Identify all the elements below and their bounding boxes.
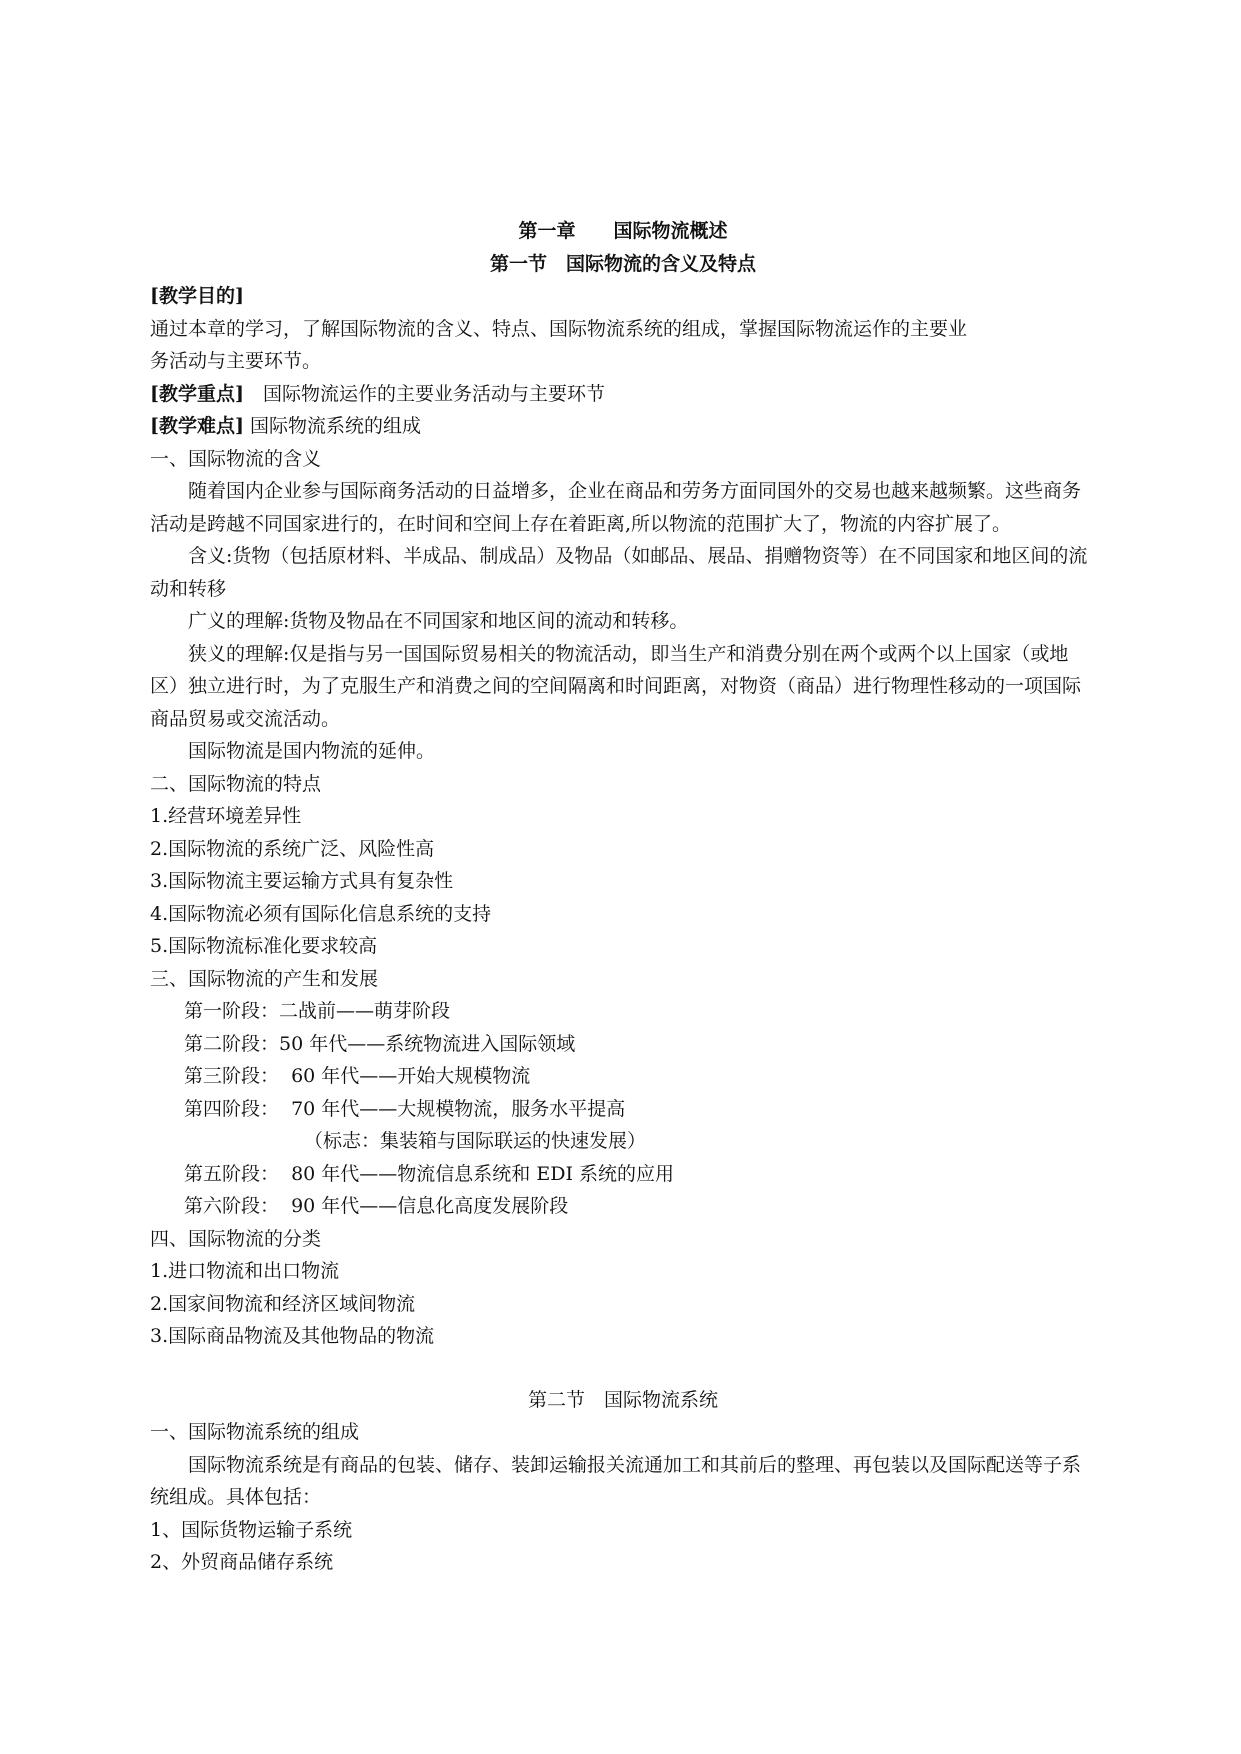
part2-item: 5.国际物流标准化要求较高 (150, 935, 378, 957)
section2-para: 国际物流系统是有商品的包装、储存、装卸运输报关流通加工和其前后的整理、再包装以及国际配送等子系统组成。具体包括： (150, 1453, 1082, 1508)
focus-text: 国际物流运作的主要业务活动与主要环节 (243, 382, 605, 405)
section2-title: 第二节 国际物流系统 (527, 1388, 718, 1411)
difficulty-line (150, 410, 1096, 443)
objective-text-b: 务活动与主要环节。 (150, 350, 322, 372)
part3-stage: 第六阶段： 90 年代——信息化高度发展阶段 (184, 1195, 569, 1217)
document-page (150, 215, 1096, 1579)
part1-para4: 狭义的理解:仅是指与另一国国际贸易相关的物流活动，即当生产和消费分别在两个或两个以上国家（或地区）独立进行时，为了克服生产和消费之间的空间隔离和时间距离，对物资（商品）进行物理性移动的一项国际商品贸易或交流活动。 (150, 642, 1082, 730)
part3-stage: 第三阶段： 60 年代——开始大规模物流 (184, 1065, 531, 1087)
difficulty-text: 国际物流系统的组成 (243, 415, 422, 437)
part3-stage-note: （标志：集装箱与国际联运的快速发展） (304, 1130, 647, 1152)
part2-heading: 二、国际物流的特点 (150, 772, 322, 795)
section2-item: 2、外贸商品储存系统 (150, 1551, 334, 1573)
section-title: 第一节 国际物流的含义及特点 (489, 252, 756, 275)
part3-stage: 第五阶段： 80 年代——物流信息系统和 EDI 系统的应用 (184, 1162, 674, 1185)
part1-para1: 随着国内企业参与国际商务活动的日益增多，企业在商品和劳务方面同国外的交易也越来越频繁。这些商务活动是跨越不同国家进行的，在时间和空间上存在着距离,所以物流的范围扩大了，物流的内容扩展了。 (150, 480, 1082, 535)
objective-text-a: 通过本章的学习，了解国际物流的含义、特点、国际物流系统的组成，掌握国际物流运作的主要业 (150, 317, 968, 340)
part1-heading: 一、国际物流的含义 (150, 447, 322, 470)
difficulty-label: [教学难点] (150, 415, 244, 437)
part2-item: 1.经营环境差异性 (150, 805, 302, 827)
part3-stage: 第一阶段：二战前——萌芽阶段 (184, 1000, 451, 1022)
part1-para3: 广义的理解:货物及物品在不同国家和地区间的流动和转移。 (188, 610, 689, 632)
part4-item: 1.进口物流和出口物流 (150, 1260, 340, 1282)
part3-heading: 三、国际物流的产生和发展 (150, 967, 379, 990)
part2-item: 2.国际物流的系统广泛、风险性高 (150, 837, 435, 860)
objective-text (150, 313, 1096, 378)
objective-label-line (150, 280, 1096, 313)
part2-item: 3.国际物流主要运输方式具有复杂性 (150, 870, 454, 892)
section2-heading: 一、国际物流系统的组成 (150, 1421, 360, 1443)
part4-heading: 四、国际物流的分类 (150, 1227, 322, 1250)
part2-item: 4.国际物流必须有国际化信息系统的支持 (150, 902, 492, 925)
focus-line (150, 378, 1096, 411)
focus-label: [教学重点] (150, 382, 244, 405)
objective-label: [教学目的] (150, 285, 244, 307)
section2-item: 1、国际货物运输子系统 (150, 1518, 353, 1541)
part4-item: 3.国际商品物流及其他物品的物流 (150, 1325, 435, 1347)
section-spacer (150, 1353, 1096, 1384)
part4-item: 2.国家间物流和经济区域间物流 (150, 1292, 416, 1315)
chapter-title: 第一章 国际物流概述 (518, 220, 728, 242)
part3-stage: 第四阶段： 70 年代——大规模物流，服务水平提高 (184, 1097, 626, 1120)
part3-stage: 第二阶段：50 年代——系统物流进入国际领域 (184, 1032, 576, 1055)
part1-para2: 含义:货物（包括原材料、半成品、制成品）及物品（如邮品、展品、捐赠物资等）在不同国家和地区间的流动和转移 (150, 545, 1088, 600)
part1-para5: 国际物流是国内物流的延伸。 (188, 740, 436, 762)
